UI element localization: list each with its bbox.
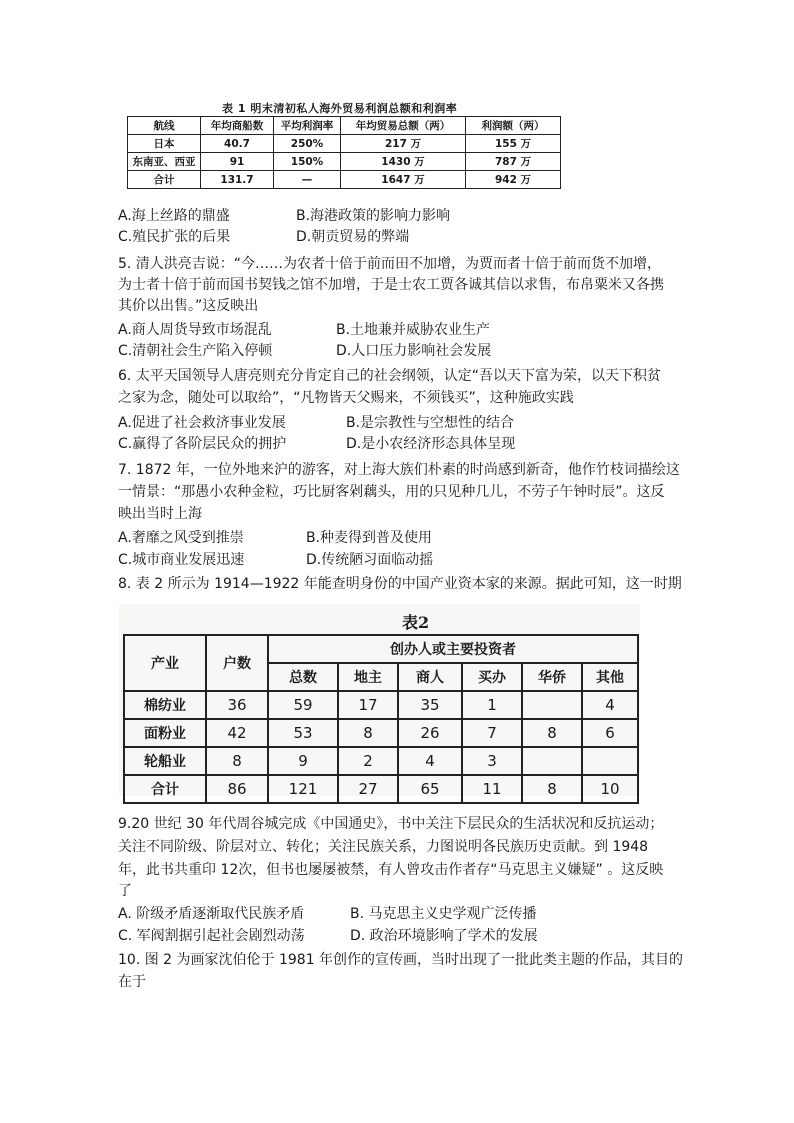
q9-option-a: A. 阶级矛盾逐渐取代民族矛盾 xyxy=(118,906,305,922)
table2-subheader-cell: 其他 xyxy=(582,663,638,691)
q10-stem-line: 10. 图 2 为画家沈伯伦于 1981 年创作的宣传画，当时出现了一批此类主题的作品，其目的 xyxy=(118,952,684,968)
q5-option-d: D.人口压力影响社会发展 xyxy=(336,343,492,359)
table2-subheader-cell: 地主 xyxy=(338,663,398,691)
q6-option-d: D.是小农经济形态具体呈现 xyxy=(346,436,516,452)
table2-cell: 面粉业 xyxy=(124,719,206,747)
q9-stem-line: 关注不同阶级、阶层对立、转化；关注民族关系，力图说明各民族历史贡献。到 1948 xyxy=(118,839,649,855)
table1-cell: 1430 万 xyxy=(341,153,466,171)
table2-cell: 6 xyxy=(582,719,638,747)
table2-cell: 9 xyxy=(268,747,338,775)
table2-cell: 53 xyxy=(268,719,338,747)
table1-header-row xyxy=(128,117,561,135)
table2-cell: 26 xyxy=(398,719,462,747)
q7-option-a: A.奢靡之风受到推崇 xyxy=(118,530,244,546)
table2-cell: 8 xyxy=(206,747,268,775)
table2-cell: 8 xyxy=(522,719,582,747)
table2-cell xyxy=(582,747,638,775)
table1-cell: 942 万 xyxy=(466,171,561,189)
table2-cell: 轮船业 xyxy=(124,747,206,775)
q7-stem-line: 一情景：“那愚小农种金粒，巧比厨客剁藕头，用的只见种几儿，不劳子午钟时辰”。这反 xyxy=(118,484,665,500)
q7-option-d: D.传统陋习面临动摇 xyxy=(306,552,434,568)
table1-caption: 表 1 明末清初私人海外贸易利润总额和利润率 xyxy=(222,102,458,115)
table2-caption: 表2 xyxy=(402,613,430,632)
q5-option-b: B.土地兼并威胁农业生产 xyxy=(336,322,491,338)
q6-stem-line: 6. 太平天国领导人唐亮则充分肯定自己的社会纲领，认定“吾以天下富为荣，以天下积贫 xyxy=(118,368,662,384)
table2-header-industry: 产业 xyxy=(124,635,206,691)
table2-header-group: 创办人或主要投资者 xyxy=(268,635,638,663)
table-row xyxy=(124,747,638,775)
table2-cell: 7 xyxy=(462,719,522,747)
table2-cell: 4 xyxy=(398,747,462,775)
table2-cell xyxy=(522,691,582,719)
q9-option-b: B. 马克思主义史学观广泛传播 xyxy=(350,906,537,922)
table1-cell: 日本 xyxy=(128,135,201,153)
table2-cell: 36 xyxy=(206,691,268,719)
table2-cell xyxy=(522,747,582,775)
q10-stem-line: 在于 xyxy=(118,974,146,990)
table2-cell: 10 xyxy=(582,775,638,803)
table2-cell: 65 xyxy=(398,775,462,803)
q7-stem-line: 映出当时上海 xyxy=(118,506,202,522)
q4-option-b: B.海港政策的影响力影响 xyxy=(296,208,451,224)
q4-option-c: C.殖民扩张的后果 xyxy=(118,229,231,245)
table1-cell: 787 万 xyxy=(466,153,561,171)
q5-option-c: C.清朝社会生产陷入停顿 xyxy=(118,343,273,359)
q9-option-d: D. 政治环境影响了学术的发展 xyxy=(350,928,538,944)
q4-option-a: A.海上丝路的鼎盛 xyxy=(118,208,230,224)
table-row xyxy=(124,691,638,719)
table2 xyxy=(123,634,639,804)
table2-cell: 121 xyxy=(268,775,338,803)
table1-cell: 合计 xyxy=(128,171,201,189)
table1-cell: 东南亚、西亚 xyxy=(128,153,201,171)
q7-option-b: B.种麦得到普及使用 xyxy=(306,530,433,546)
table2-cell: 8 xyxy=(522,775,582,803)
table1 xyxy=(127,116,561,189)
table1-cell: 1647 万 xyxy=(341,171,466,189)
table2-subheader-cell: 商人 xyxy=(398,663,462,691)
table2-subheader-cell: 华侨 xyxy=(522,663,582,691)
q9-stem-line: 9.20 世纪 30 年代周谷城完成《中国通史》，书中关注下层民众的生活状况和反抗运动； xyxy=(118,816,664,832)
table1-header-cell: 年均商船数 xyxy=(201,117,274,135)
table-row xyxy=(128,135,561,153)
table1-header-cell: 航线 xyxy=(128,117,201,135)
table2-subheader-cell: 买办 xyxy=(462,663,522,691)
table2-cell: 2 xyxy=(338,747,398,775)
q9-option-c: C. 军阀割据引起社会剧烈动荡 xyxy=(118,928,305,944)
table2-cell: 合计 xyxy=(124,775,206,803)
table1-header-cell: 年均贸易总额（两） xyxy=(341,117,466,135)
q8-stem-line: 8. 表 2 所示为 1914—1922 年能查明身份的中国产业资本家的来源。据此可知，这一时期 xyxy=(118,576,682,592)
table1-cell: 91 xyxy=(201,153,274,171)
q5-stem-line: 为士者十倍于前而国书契钱之馆不加增，于是士农工贾各诚其信以求售，布帛粟米又各携 xyxy=(118,277,664,293)
table1-cell: 217 万 xyxy=(341,135,466,153)
q9-stem-line: 年，此书共重印 12次，但书也屡屡被禁，有人曾攻击作者存“马克思主义嫌疑” 。这反映 xyxy=(118,862,664,878)
table-row xyxy=(128,153,561,171)
table2-cell: 86 xyxy=(206,775,268,803)
table2-cell: 11 xyxy=(462,775,522,803)
table1-cell: 250% xyxy=(274,135,341,153)
q9-stem-line: 了 xyxy=(118,883,132,899)
q4-option-d: D.朝贡贸易的弊端 xyxy=(296,229,410,245)
table1-header-cell: 利润额（两） xyxy=(466,117,561,135)
table-row xyxy=(128,171,561,189)
table2-cell: 4 xyxy=(582,691,638,719)
table2-cell: 8 xyxy=(338,719,398,747)
table2-header-row xyxy=(124,635,638,663)
q6-option-b: B.是宗教性与空想性的结合 xyxy=(346,415,515,431)
q5-stem-line: 其价以出售。”这反映出 xyxy=(118,298,259,314)
table1-cell: 155 万 xyxy=(466,135,561,153)
table2-cell: 42 xyxy=(206,719,268,747)
table1-cell: 150% xyxy=(274,153,341,171)
q5-option-a: A.商人周货导致市场混乱 xyxy=(118,322,272,338)
q5-stem-line: 5. 清人洪亮吉说：“今……为农者十倍于前而田不加增，为贾而者十倍于前而货不加增， xyxy=(118,256,662,272)
table2-cell: 27 xyxy=(338,775,398,803)
table2-cell: 35 xyxy=(398,691,462,719)
q6-option-c: C.赢得了各阶层民众的拥护 xyxy=(118,436,287,452)
table-row xyxy=(124,719,638,747)
q7-stem-line: 7. 1872 年，一位外地来沪的游客，对上海大族们朴素的时尚感到新奇，他作竹枝词描绘这 xyxy=(118,462,680,478)
table1-cell: 40.7 xyxy=(201,135,274,153)
table1-cell: — xyxy=(274,171,341,189)
table2-header-households: 户数 xyxy=(206,635,268,691)
table1-cell: 131.7 xyxy=(201,171,274,189)
table-row xyxy=(124,775,638,803)
table2-cell: 棉纺业 xyxy=(124,691,206,719)
table1-header-cell: 平均利润率 xyxy=(274,117,341,135)
q7-option-c: C.城市商业发展迅速 xyxy=(118,552,245,568)
table2-cell: 59 xyxy=(268,691,338,719)
table2-cell: 1 xyxy=(462,691,522,719)
q6-stem-line: 之家为念，随处可以取给”，“凡物皆天父赐来，不须钱买”，这种施政实践 xyxy=(118,390,574,406)
q6-option-a: A.促进了社会救济事业发展 xyxy=(118,415,286,431)
table2-cell: 17 xyxy=(338,691,398,719)
table2-cell: 3 xyxy=(462,747,522,775)
table2-subheader-cell: 总数 xyxy=(268,663,338,691)
